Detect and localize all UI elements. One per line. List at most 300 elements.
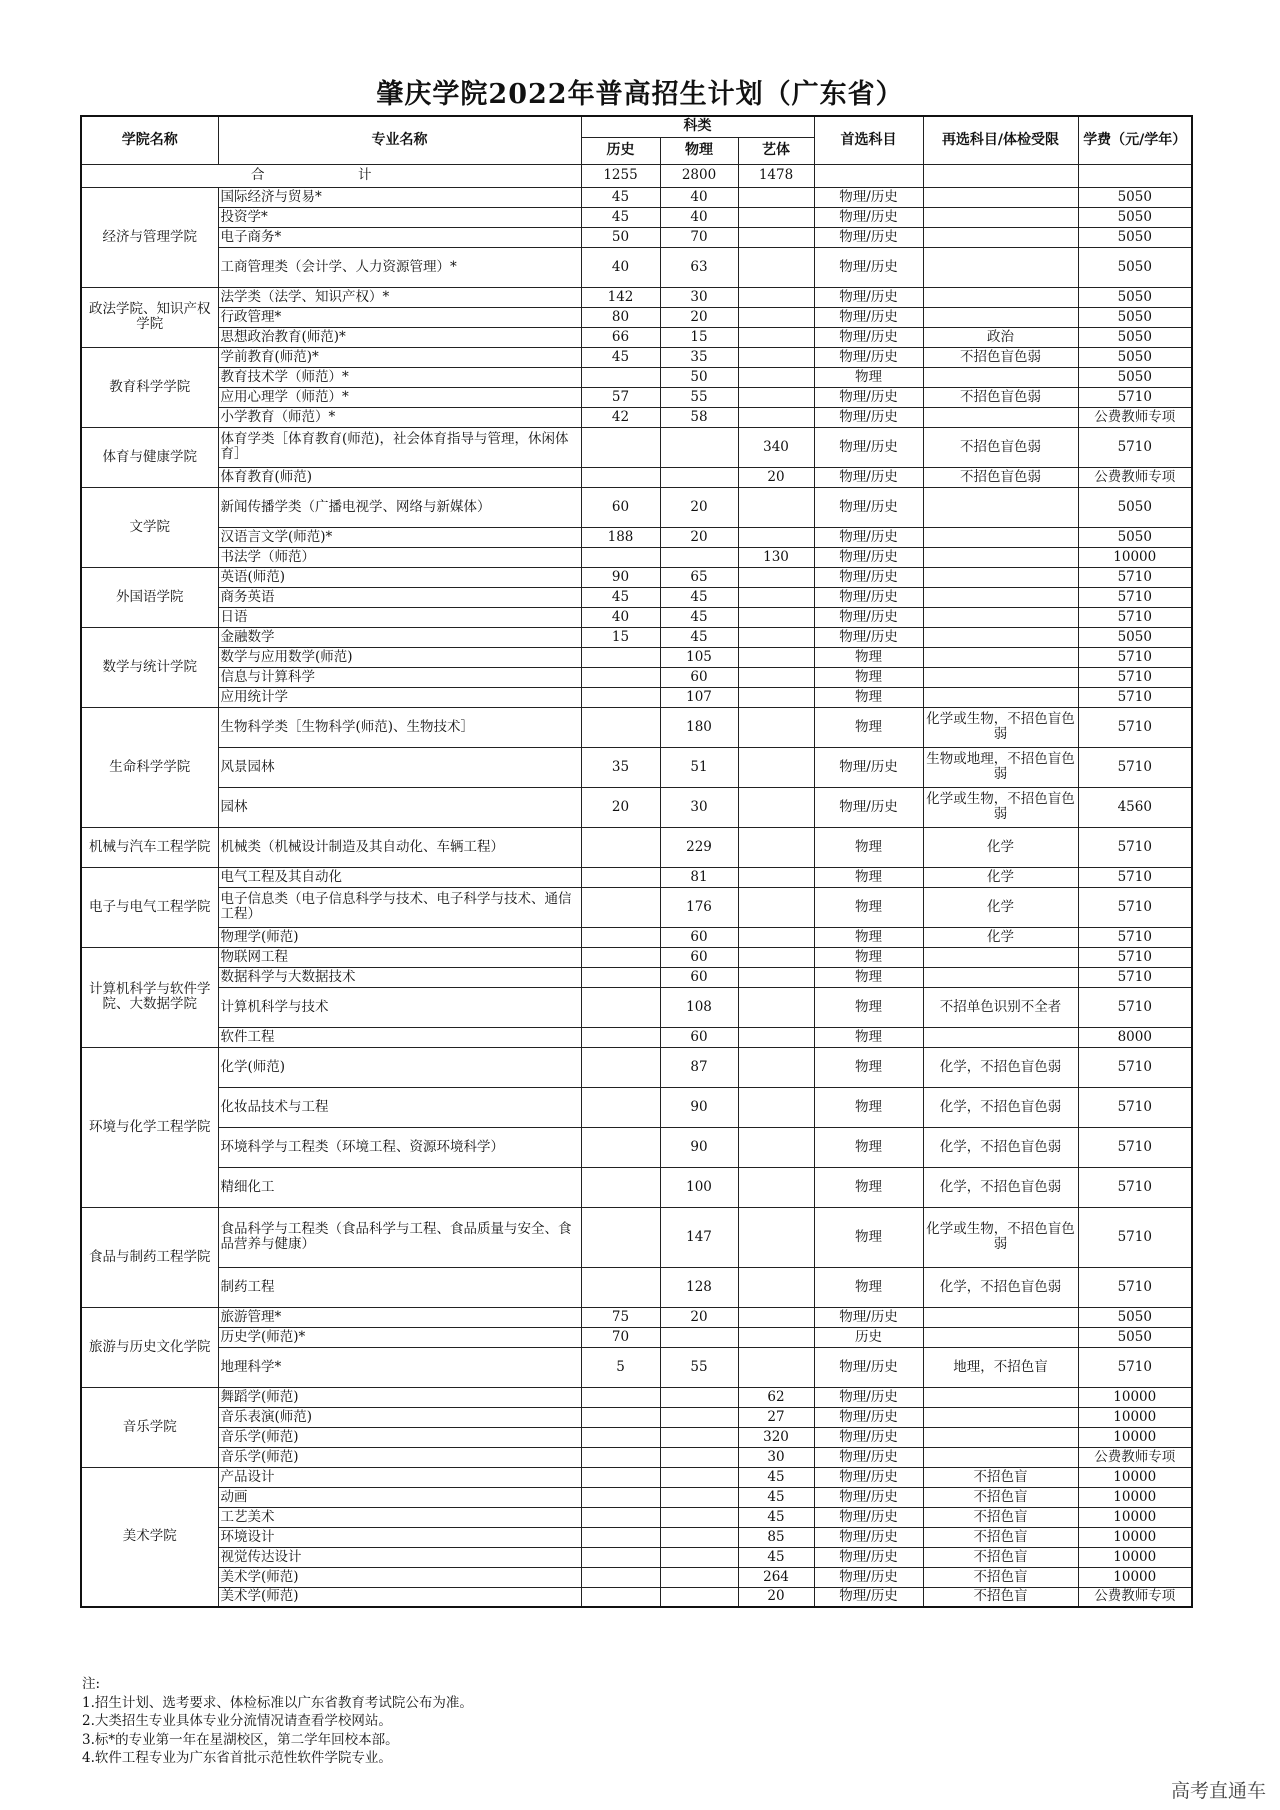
header-major: 专业名称 — [218, 116, 581, 164]
first-subject: 物理/历史 — [814, 1407, 923, 1427]
fee-cell: 5710 — [1078, 1167, 1192, 1207]
table-row — [81, 1547, 1192, 1567]
physics-count: 40 — [660, 207, 738, 227]
major-cell: 舞蹈学(师范) — [218, 1387, 581, 1407]
note-item: 3.标*的专业第一年在星湖校区，第二学年回校本部。 — [82, 1731, 399, 1748]
major-cell: 地理科学* — [218, 1347, 581, 1387]
history-count — [581, 1127, 660, 1167]
art-count — [738, 487, 814, 527]
fee-cell: 5710 — [1078, 927, 1192, 947]
art-count — [738, 1307, 814, 1327]
first-subject: 物理/历史 — [814, 787, 923, 827]
physics-count: 45 — [660, 627, 738, 647]
history-count: 42 — [581, 407, 660, 427]
history-count: 45 — [581, 187, 660, 207]
art-count — [738, 187, 814, 207]
art-count: 85 — [738, 1527, 814, 1547]
fee-cell: 5710 — [1078, 687, 1192, 707]
table-row — [81, 1087, 1192, 1127]
first-subject: 物理/历史 — [814, 1307, 923, 1327]
second-subject: 不招色盲 — [923, 1567, 1078, 1587]
first-subject: 物理 — [814, 667, 923, 687]
major-cell: 化妆品技术与工程 — [218, 1087, 581, 1127]
art-count — [738, 227, 814, 247]
physics-count — [660, 1387, 738, 1407]
fee-cell: 5710 — [1078, 607, 1192, 627]
art-count — [738, 967, 814, 987]
second-subject — [923, 967, 1078, 987]
history-count — [581, 1427, 660, 1447]
second-subject: 化学或生物，不招色盲色弱 — [923, 1207, 1078, 1267]
table-row — [81, 487, 1192, 527]
table-row — [81, 687, 1192, 707]
art-count — [738, 627, 814, 647]
physics-count: 180 — [660, 707, 738, 747]
second-subject — [923, 487, 1078, 527]
physics-count: 55 — [660, 387, 738, 407]
history-count — [581, 367, 660, 387]
physics-count: 147 — [660, 1207, 738, 1267]
art-count: 130 — [738, 547, 814, 567]
history-count: 40 — [581, 247, 660, 287]
history-count — [581, 467, 660, 487]
physics-count: 70 — [660, 227, 738, 247]
first-subject: 物理/历史 — [814, 567, 923, 587]
history-count — [581, 987, 660, 1027]
art-count — [738, 1347, 814, 1387]
second-subject — [923, 667, 1078, 687]
art-count — [738, 407, 814, 427]
history-count: 5 — [581, 1347, 660, 1387]
major-cell: 环境设计 — [218, 1527, 581, 1547]
table-row — [81, 187, 1192, 207]
history-count: 90 — [581, 567, 660, 587]
history-count: 45 — [581, 587, 660, 607]
first-subject: 物理 — [814, 927, 923, 947]
history-count — [581, 427, 660, 467]
art-count: 62 — [738, 1387, 814, 1407]
fee-cell: 10000 — [1078, 1527, 1192, 1547]
major-cell: 物理学(师范) — [218, 927, 581, 947]
total-history: 1255 — [581, 164, 660, 187]
art-count — [738, 747, 814, 787]
college-name: 机械与汽车工程学院 — [81, 827, 218, 867]
art-count — [738, 367, 814, 387]
first-subject: 物理 — [814, 947, 923, 967]
fee-cell: 5710 — [1078, 827, 1192, 867]
first-subject: 物理/历史 — [814, 207, 923, 227]
table-row — [81, 1127, 1192, 1167]
first-subject: 物理/历史 — [814, 427, 923, 467]
major-cell: 应用心理学（师范）* — [218, 387, 581, 407]
major-cell: 信息与计算科学 — [218, 667, 581, 687]
major-cell: 动画 — [218, 1487, 581, 1507]
second-subject: 不招色盲色弱 — [923, 467, 1078, 487]
college-name: 音乐学院 — [81, 1387, 218, 1467]
second-subject — [923, 1027, 1078, 1047]
fee-cell: 公费教师专项 — [1078, 1587, 1192, 1607]
second-subject: 化学，不招色盲色弱 — [923, 1267, 1078, 1307]
art-count — [738, 567, 814, 587]
art-count: 45 — [738, 1547, 814, 1567]
notes-section — [82, 1675, 473, 1768]
fee-cell: 5710 — [1078, 1127, 1192, 1167]
physics-count — [660, 1447, 738, 1467]
second-subject: 政治 — [923, 327, 1078, 347]
table-row — [81, 387, 1192, 407]
second-subject: 化学 — [923, 827, 1078, 867]
second-subject — [923, 687, 1078, 707]
history-count — [581, 927, 660, 947]
fee-cell: 10000 — [1078, 1427, 1192, 1447]
first-subject: 物理/历史 — [814, 487, 923, 527]
total-label: 合 计 — [81, 164, 581, 187]
college-name: 数学与统计学院 — [81, 627, 218, 707]
major-cell: 应用统计学 — [218, 687, 581, 707]
fee-cell: 5050 — [1078, 1307, 1192, 1327]
fee-cell: 5710 — [1078, 1207, 1192, 1267]
second-subject: 地理，不招色盲 — [923, 1347, 1078, 1387]
physics-count: 60 — [660, 667, 738, 687]
first-subject: 物理 — [814, 367, 923, 387]
history-count: 15 — [581, 627, 660, 647]
art-count — [738, 587, 814, 607]
first-subject: 物理/历史 — [814, 747, 923, 787]
major-cell: 体育教育(师范) — [218, 467, 581, 487]
fee-cell: 10000 — [1078, 547, 1192, 567]
fee-cell: 5710 — [1078, 1347, 1192, 1387]
major-cell: 电子信息类（电子信息科学与技术、电子科学与技术、通信工程） — [218, 887, 581, 927]
history-count: 57 — [581, 387, 660, 407]
second-subject — [923, 1307, 1078, 1327]
second-subject — [923, 247, 1078, 287]
art-count: 45 — [738, 1467, 814, 1487]
major-cell: 学前教育(师范)* — [218, 347, 581, 367]
first-subject: 物理/历史 — [814, 1467, 923, 1487]
history-count: 80 — [581, 307, 660, 327]
table-row — [81, 1327, 1192, 1347]
second-subject — [923, 227, 1078, 247]
history-count — [581, 827, 660, 867]
physics-count — [660, 1567, 738, 1587]
physics-count — [660, 1527, 738, 1547]
history-count: 60 — [581, 487, 660, 527]
second-subject: 不招色盲色弱 — [923, 427, 1078, 467]
major-cell: 小学教育（师范）* — [218, 407, 581, 427]
physics-count: 15 — [660, 327, 738, 347]
table-row — [81, 207, 1192, 227]
fee-cell: 5050 — [1078, 487, 1192, 527]
major-cell: 音乐学(师范) — [218, 1447, 581, 1467]
physics-count: 108 — [660, 987, 738, 1027]
history-count — [581, 1407, 660, 1427]
first-subject: 物理/历史 — [814, 327, 923, 347]
first-subject: 物理 — [814, 827, 923, 867]
first-subject: 物理/历史 — [814, 1347, 923, 1387]
major-cell: 美术学(师范) — [218, 1587, 581, 1607]
first-subject: 物理/历史 — [814, 1507, 923, 1527]
art-count — [738, 647, 814, 667]
physics-count — [660, 1487, 738, 1507]
second-subject — [923, 367, 1078, 387]
major-cell: 投资学* — [218, 207, 581, 227]
art-count — [738, 1127, 814, 1167]
physics-count — [660, 1427, 738, 1447]
first-subject: 物理 — [814, 967, 923, 987]
fee-cell: 5710 — [1078, 427, 1192, 467]
second-subject — [923, 307, 1078, 327]
major-cell: 物联网工程 — [218, 947, 581, 967]
history-count — [581, 1467, 660, 1487]
history-count — [581, 1487, 660, 1507]
table-row — [81, 1027, 1192, 1047]
table-row — [81, 307, 1192, 327]
college-name: 生命科学学院 — [81, 707, 218, 827]
table-row — [81, 967, 1192, 987]
table-row — [81, 527, 1192, 547]
second-subject: 不招色盲色弱 — [923, 347, 1078, 367]
physics-count: 229 — [660, 827, 738, 867]
history-count — [581, 647, 660, 667]
notes-heading: 注: — [82, 1676, 101, 1692]
first-subject: 物理/历史 — [814, 287, 923, 307]
major-cell: 电子商务* — [218, 227, 581, 247]
history-count — [581, 1547, 660, 1567]
table-row — [81, 467, 1192, 487]
art-count: 20 — [738, 1587, 814, 1607]
fee-cell: 10000 — [1078, 1547, 1192, 1567]
art-count — [738, 247, 814, 287]
table-row — [81, 367, 1192, 387]
major-cell: 电气工程及其自动化 — [218, 867, 581, 887]
note-item: 2.大类招生专业具体专业分流情况请查看学校网站。 — [82, 1713, 392, 1729]
history-count — [581, 1527, 660, 1547]
table-row — [81, 287, 1192, 307]
physics-count: 176 — [660, 887, 738, 927]
art-count — [738, 207, 814, 227]
second-subject — [923, 187, 1078, 207]
fee-cell: 5710 — [1078, 667, 1192, 687]
history-count: 40 — [581, 607, 660, 627]
table-row — [81, 647, 1192, 667]
art-count — [738, 887, 814, 927]
art-count: 340 — [738, 427, 814, 467]
physics-count: 40 — [660, 187, 738, 207]
college-name: 政法学院、知识产权学院 — [81, 287, 218, 347]
fee-cell: 5710 — [1078, 647, 1192, 667]
second-subject: 化学 — [923, 867, 1078, 887]
total-physics: 2800 — [660, 164, 738, 187]
major-cell: 制药工程 — [218, 1267, 581, 1307]
major-cell: 新闻传播学类（广播电视学、网络与新媒体） — [218, 487, 581, 527]
header-second-subject: 再选科目/体检受限 — [923, 116, 1078, 164]
art-count: 30 — [738, 1447, 814, 1467]
college-name: 经济与管理学院 — [81, 187, 218, 287]
physics-count — [660, 1407, 738, 1427]
major-cell: 工商管理类（会计学、人力资源管理）* — [218, 247, 581, 287]
fee-cell: 10000 — [1078, 1387, 1192, 1407]
history-count — [581, 867, 660, 887]
table-row — [81, 1467, 1192, 1487]
fee-cell: 5710 — [1078, 967, 1192, 987]
major-cell: 思想政治教育(师范)* — [218, 327, 581, 347]
fee-cell: 5710 — [1078, 987, 1192, 1027]
first-subject: 物理/历史 — [814, 1587, 923, 1607]
table-row — [81, 547, 1192, 567]
fee-cell: 4560 — [1078, 787, 1192, 827]
major-cell: 风景园林 — [218, 747, 581, 787]
major-cell: 食品科学与工程类（食品科学与工程、食品质量与安全、食品营养与健康） — [218, 1207, 581, 1267]
first-subject: 物理 — [814, 1267, 923, 1307]
table-row — [81, 1587, 1192, 1607]
physics-count: 60 — [660, 947, 738, 967]
art-count — [738, 707, 814, 747]
history-count: 142 — [581, 287, 660, 307]
physics-count: 30 — [660, 787, 738, 827]
second-subject — [923, 627, 1078, 647]
major-cell: 精细化工 — [218, 1167, 581, 1207]
physics-count: 45 — [660, 607, 738, 627]
art-count — [738, 827, 814, 867]
second-subject: 不招单色识别不全者 — [923, 987, 1078, 1027]
physics-count: 60 — [660, 927, 738, 947]
physics-count: 20 — [660, 527, 738, 547]
header-college: 学院名称 — [81, 116, 218, 164]
header-art: 艺体 — [738, 137, 814, 164]
fee-cell: 5050 — [1078, 187, 1192, 207]
physics-count — [660, 1547, 738, 1567]
art-count: 27 — [738, 1407, 814, 1427]
table-row — [81, 1347, 1192, 1387]
fee-cell: 5050 — [1078, 227, 1192, 247]
physics-count — [660, 427, 738, 467]
physics-count — [660, 1327, 738, 1347]
first-subject: 物理/历史 — [814, 527, 923, 547]
physics-count — [660, 547, 738, 567]
history-count: 75 — [581, 1307, 660, 1327]
table-row — [81, 1427, 1192, 1447]
second-subject — [923, 287, 1078, 307]
table-row — [81, 987, 1192, 1027]
history-count — [581, 1567, 660, 1587]
first-subject: 物理/历史 — [814, 1547, 923, 1567]
major-cell: 产品设计 — [218, 1467, 581, 1487]
table-row — [81, 947, 1192, 967]
second-subject: 不招色盲 — [923, 1487, 1078, 1507]
second-subject: 不招色盲 — [923, 1527, 1078, 1547]
second-subject — [923, 527, 1078, 547]
fee-cell: 5050 — [1078, 307, 1192, 327]
fee-cell: 5710 — [1078, 1087, 1192, 1127]
major-cell: 体育学类［体育教育(师范)，社会体育指导与管理，休闲体育］ — [218, 427, 581, 467]
header-history: 历史 — [581, 137, 660, 164]
table-row — [81, 1527, 1192, 1547]
art-count: 45 — [738, 1487, 814, 1507]
major-cell: 英语(师范) — [218, 567, 581, 587]
art-count — [738, 867, 814, 887]
fee-cell: 5050 — [1078, 347, 1192, 367]
art-count — [738, 687, 814, 707]
art-count — [738, 607, 814, 627]
fee-cell: 5710 — [1078, 567, 1192, 587]
table-row — [81, 1567, 1192, 1587]
art-count — [738, 1327, 814, 1347]
college-name: 教育科学学院 — [81, 347, 218, 427]
major-cell: 计算机科学与技术 — [218, 987, 581, 1027]
first-subject: 物理/历史 — [814, 1567, 923, 1587]
first-subject: 物理/历史 — [814, 1447, 923, 1467]
note-item: 1.招生计划、选考要求、体检标准以广东省教育考试院公布为准。 — [82, 1694, 473, 1711]
first-subject: 物理/历史 — [814, 467, 923, 487]
major-cell: 商务英语 — [218, 587, 581, 607]
physics-count: 20 — [660, 307, 738, 327]
note-item: 4.软件工程专业为广东省首批示范性软件学院专业。 — [82, 1750, 392, 1766]
art-count: 20 — [738, 467, 814, 487]
fee-cell: 10000 — [1078, 1507, 1192, 1527]
fee-cell: 5050 — [1078, 527, 1192, 547]
history-count — [581, 1027, 660, 1047]
table-row — [81, 1447, 1192, 1467]
second-subject: 不招色盲 — [923, 1587, 1078, 1607]
first-subject: 物理 — [814, 1127, 923, 1167]
history-count: 45 — [581, 207, 660, 227]
major-cell: 化学(师范) — [218, 1047, 581, 1087]
second-subject — [923, 1387, 1078, 1407]
table-row — [81, 607, 1192, 627]
second-subject: 化学，不招色盲色弱 — [923, 1127, 1078, 1167]
college-name: 体育与健康学院 — [81, 427, 218, 487]
fee-cell: 5050 — [1078, 327, 1192, 347]
second-subject: 化学或生物，不招色盲色弱 — [923, 787, 1078, 827]
second-subject — [923, 1327, 1078, 1347]
physics-count — [660, 467, 738, 487]
fee-cell: 10000 — [1078, 1467, 1192, 1487]
physics-count: 51 — [660, 747, 738, 787]
table-row — [81, 347, 1192, 367]
table-row — [81, 227, 1192, 247]
physics-count: 107 — [660, 687, 738, 707]
history-count — [581, 707, 660, 747]
total-art: 1478 — [738, 164, 814, 187]
college-name: 文学院 — [81, 487, 218, 567]
table-row — [81, 427, 1192, 467]
first-subject: 物理 — [814, 1047, 923, 1087]
enrollment-plan-table — [80, 115, 1193, 1608]
table-row — [81, 627, 1192, 647]
history-count — [581, 547, 660, 567]
history-count: 188 — [581, 527, 660, 547]
physics-count: 45 — [660, 587, 738, 607]
art-count — [738, 327, 814, 347]
physics-count: 30 — [660, 287, 738, 307]
history-count — [581, 1507, 660, 1527]
second-subject — [923, 947, 1078, 967]
art-count — [738, 1047, 814, 1087]
history-count — [581, 1047, 660, 1087]
art-count: 264 — [738, 1567, 814, 1587]
table-row — [81, 1267, 1192, 1307]
history-count: 50 — [581, 227, 660, 247]
fee-cell: 5710 — [1078, 867, 1192, 887]
art-count — [738, 987, 814, 1027]
first-subject: 物理 — [814, 707, 923, 747]
first-subject: 物理/历史 — [814, 407, 923, 427]
second-subject: 化学或生物，不招色盲色弱 — [923, 707, 1078, 747]
major-cell: 历史学(师范)* — [218, 1327, 581, 1347]
history-count — [581, 1387, 660, 1407]
fee-cell: 5710 — [1078, 947, 1192, 967]
table-row — [81, 1387, 1192, 1407]
